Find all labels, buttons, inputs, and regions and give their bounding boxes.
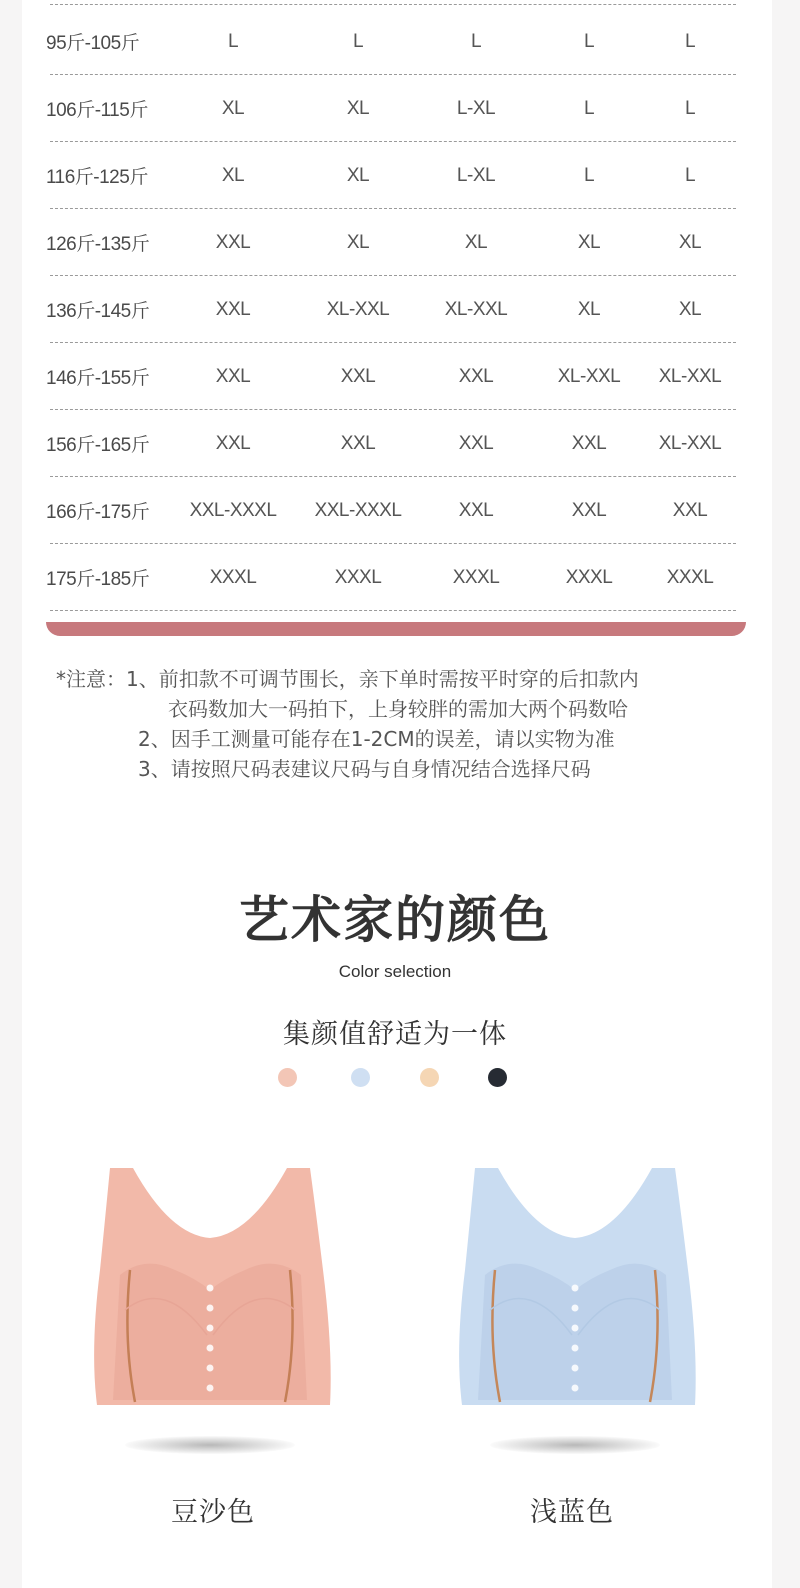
table-row <box>46 477 736 544</box>
size-cell: XXL <box>215 231 251 253</box>
note-line-4: 3、请按照尺码表建议尺码与自身情况结合选择尺码 <box>138 757 591 781</box>
front-button <box>572 1325 579 1332</box>
swatch-black[interactable] <box>488 1068 507 1087</box>
size-cell: XL <box>346 97 370 119</box>
size-cell: XXL <box>215 365 251 387</box>
size-cell: XXL <box>458 432 494 454</box>
front-button <box>572 1345 579 1352</box>
weight-range: 175斤-185斤 <box>46 569 150 590</box>
size-cell: XXL <box>458 365 494 387</box>
size-cell: XL <box>346 231 370 253</box>
size-cell: XL <box>221 97 245 119</box>
front-button <box>572 1365 579 1372</box>
weight-range: 116斤-125斤 <box>46 167 148 188</box>
table-row <box>46 8 736 75</box>
front-button <box>207 1305 214 1312</box>
product-image-bean-paste[interactable] <box>75 1160 345 1420</box>
table-row <box>46 75 736 142</box>
size-cell: XXL-XXXL <box>189 499 277 521</box>
size-cell: XL <box>346 164 370 186</box>
front-button <box>572 1285 579 1292</box>
size-cell: XXXL <box>334 566 382 588</box>
size-cell: L-XL <box>456 97 496 119</box>
size-cell: XXL <box>215 432 251 454</box>
size-cell: L <box>684 97 696 119</box>
size-cell: L <box>583 164 595 186</box>
size-cell: XXL <box>340 365 376 387</box>
size-cell: L <box>684 30 696 52</box>
product-shadow <box>490 1436 660 1454</box>
size-cell: XXL <box>672 499 708 521</box>
size-cell: XXXL <box>452 566 500 588</box>
front-button <box>207 1385 214 1392</box>
swatch-light-blue[interactable] <box>351 1068 370 1087</box>
weight-range: 156斤-165斤 <box>46 435 150 456</box>
size-cell: XL <box>221 164 245 186</box>
swatch-apricot[interactable] <box>420 1068 439 1087</box>
product-label-bean-paste: 豆沙色 <box>171 1497 255 1528</box>
size-cell: XXL <box>571 432 607 454</box>
front-button <box>572 1385 579 1392</box>
weight-range: 136斤-145斤 <box>46 301 150 322</box>
size-cell: XL <box>678 231 702 253</box>
size-cell: XXL <box>215 298 251 320</box>
size-cell: XL-XXL <box>658 365 722 387</box>
front-button <box>207 1325 214 1332</box>
product-label-light-blue: 浅蓝色 <box>530 1497 614 1528</box>
section-title-english: Color selection <box>338 962 452 981</box>
table-row <box>46 343 736 410</box>
note-line-1: *注意：1、前扣款不可调节围长，亲下单时需按平时穿的后扣款内 <box>56 667 639 691</box>
size-notes <box>56 664 756 784</box>
size-cell: L <box>583 30 595 52</box>
weight-range: 95斤-105斤 <box>46 33 140 54</box>
size-cell: L <box>684 164 696 186</box>
note-line-3: 2、因手工测量可能存在1-2CM的误差，请以实物为准 <box>138 727 615 751</box>
size-cell: XL <box>464 231 488 253</box>
table-top-divider <box>50 4 736 5</box>
size-cell: L-XL <box>456 164 496 186</box>
section-tagline: 集颜值舒适为一体 <box>283 1019 507 1050</box>
front-button <box>572 1305 579 1312</box>
table-row <box>46 209 736 276</box>
size-cell: XL <box>577 231 601 253</box>
table-row <box>46 410 736 477</box>
size-cell: XXXL <box>565 566 613 588</box>
front-button <box>207 1365 214 1372</box>
size-cell: XL-XXL <box>444 298 508 320</box>
product-image-light-blue[interactable] <box>440 1160 710 1420</box>
size-cell: L <box>227 30 239 52</box>
size-cell: XL <box>577 298 601 320</box>
front-button <box>207 1285 214 1292</box>
table-row <box>46 544 736 611</box>
size-cell: XXXL <box>209 566 257 588</box>
size-cell: XL-XXL <box>326 298 390 320</box>
weight-range: 166斤-175斤 <box>46 502 150 523</box>
size-cell: XL <box>678 298 702 320</box>
weight-range: 146斤-155斤 <box>46 368 150 389</box>
section-title: 艺术家的颜色 <box>239 891 551 949</box>
size-cell: L <box>352 30 364 52</box>
size-cell: L <box>583 97 595 119</box>
table-bottom-bar <box>46 622 746 636</box>
weight-range: 106斤-115斤 <box>46 100 148 121</box>
size-cell: XL-XXL <box>557 365 621 387</box>
size-cell: XXL-XXXL <box>314 499 402 521</box>
size-cell: XXL <box>458 499 494 521</box>
table-row <box>46 276 736 343</box>
size-cell: XXL <box>340 432 376 454</box>
weight-range: 126斤-135斤 <box>46 234 150 255</box>
size-cell: XXXL <box>666 566 714 588</box>
swatch-bean-paste[interactable] <box>278 1068 297 1087</box>
note-line-2: 衣码数加大一码拍下，上身较胖的需加大两个码数哈 <box>168 697 628 721</box>
table-row <box>46 142 736 209</box>
product-shadow <box>125 1436 295 1454</box>
color-swatches <box>0 1068 790 1088</box>
front-button <box>207 1345 214 1352</box>
size-cell: XL-XXL <box>658 432 722 454</box>
size-cell: XXL <box>571 499 607 521</box>
size-cell: L <box>470 30 482 52</box>
